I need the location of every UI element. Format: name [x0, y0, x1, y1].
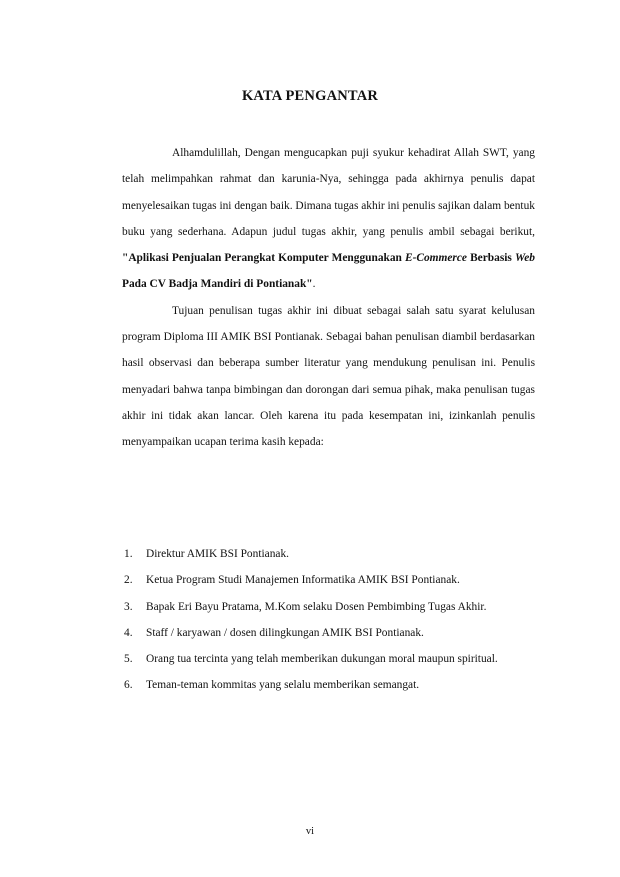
paragraph-opening-text: Alhamdulillah, Dengan mengucapkan puji syukur kehadirat Allah SWT, yang telah melimpahkan rahmat dan karunia-Nya, sehingga pada akhirnya penulis dapat menyelesaikan tugas ini dengan baik. Dimana tugas akhir ini penulis sajikan dalam bentuk buku yang sederhana. Adapun judul tugas akhir, yang penulis ambil sebagai berikut,	[122, 147, 535, 238]
thesis-title-italic1: E-Commerce	[404, 252, 467, 265]
list-item-text: Staff / karyawan / dosen dilingkungan AMIK BSI Pontianak.	[146, 626, 424, 639]
thesis-title-part1: "Aplikasi Penjualan Perangkat Komputer Menggunakan	[122, 252, 405, 265]
list-item-number: 6.	[124, 679, 133, 692]
list-item-text: Bapak Eri Bayu Pratama, M.Kom selaku Dosen Pembimbing Tugas Akhir.	[146, 600, 487, 613]
page-number: vi	[305, 826, 315, 837]
list-item	[122, 646, 535, 672]
list-item-text: Orang tua tercinta yang telah memberikan dukungan moral maupun spiritual.	[146, 653, 498, 666]
thesis-title-part3: Pada CV Badja Mandiri di Pontianak"	[122, 278, 313, 291]
list-item-text: Teman-teman kommitas yang selalu memberikan semangat.	[146, 679, 420, 692]
thesis-title-part2: Berbasis	[466, 252, 515, 265]
list-item	[122, 567, 535, 593]
acknowledgement-list	[122, 541, 535, 699]
list-item	[122, 541, 535, 567]
paragraph-purpose: Tujuan penulisan tugas akhir ini dibuat sebagai salah satu syarat kelulusan program Diploma III AMIK BSI Pontianak. Sebagai bahan penulisan diambil berdasarkan hasil observasi dan beberapa sumber literatur yang mendukung penulisan ini. Penulis menyadari bahwa tanpa bimbingan dan dorongan dari semua pihak, maka penulisan tugas akhir ini tidak akan lancar. Oleh karena itu pada kesempatan ini, izinkanlah penulis menyampaikan ucapan terima kasih kepada:	[122, 304, 535, 449]
list-item	[122, 672, 535, 698]
list-item-number: 1.	[124, 548, 133, 560]
list-item-text: Direktur AMIK BSI Pontianak.	[146, 548, 290, 560]
list-item-number: 3.	[124, 600, 133, 613]
list-item-number: 2.	[124, 574, 133, 587]
paragraph-opening-ending: .	[312, 278, 316, 291]
list-item	[122, 620, 535, 646]
list-item	[122, 594, 535, 620]
list-item-number: 5.	[124, 653, 133, 666]
paragraph-opening	[122, 140, 535, 298]
page-title: KATA PENGANTAR	[241, 88, 379, 104]
body-text	[122, 140, 535, 456]
list-item-number: 4.	[124, 626, 133, 639]
thesis-title-italic2: Web	[514, 252, 535, 265]
list-item-text: Ketua Program Studi Manajemen Informatika AMIK BSI Pontianak.	[146, 574, 460, 587]
